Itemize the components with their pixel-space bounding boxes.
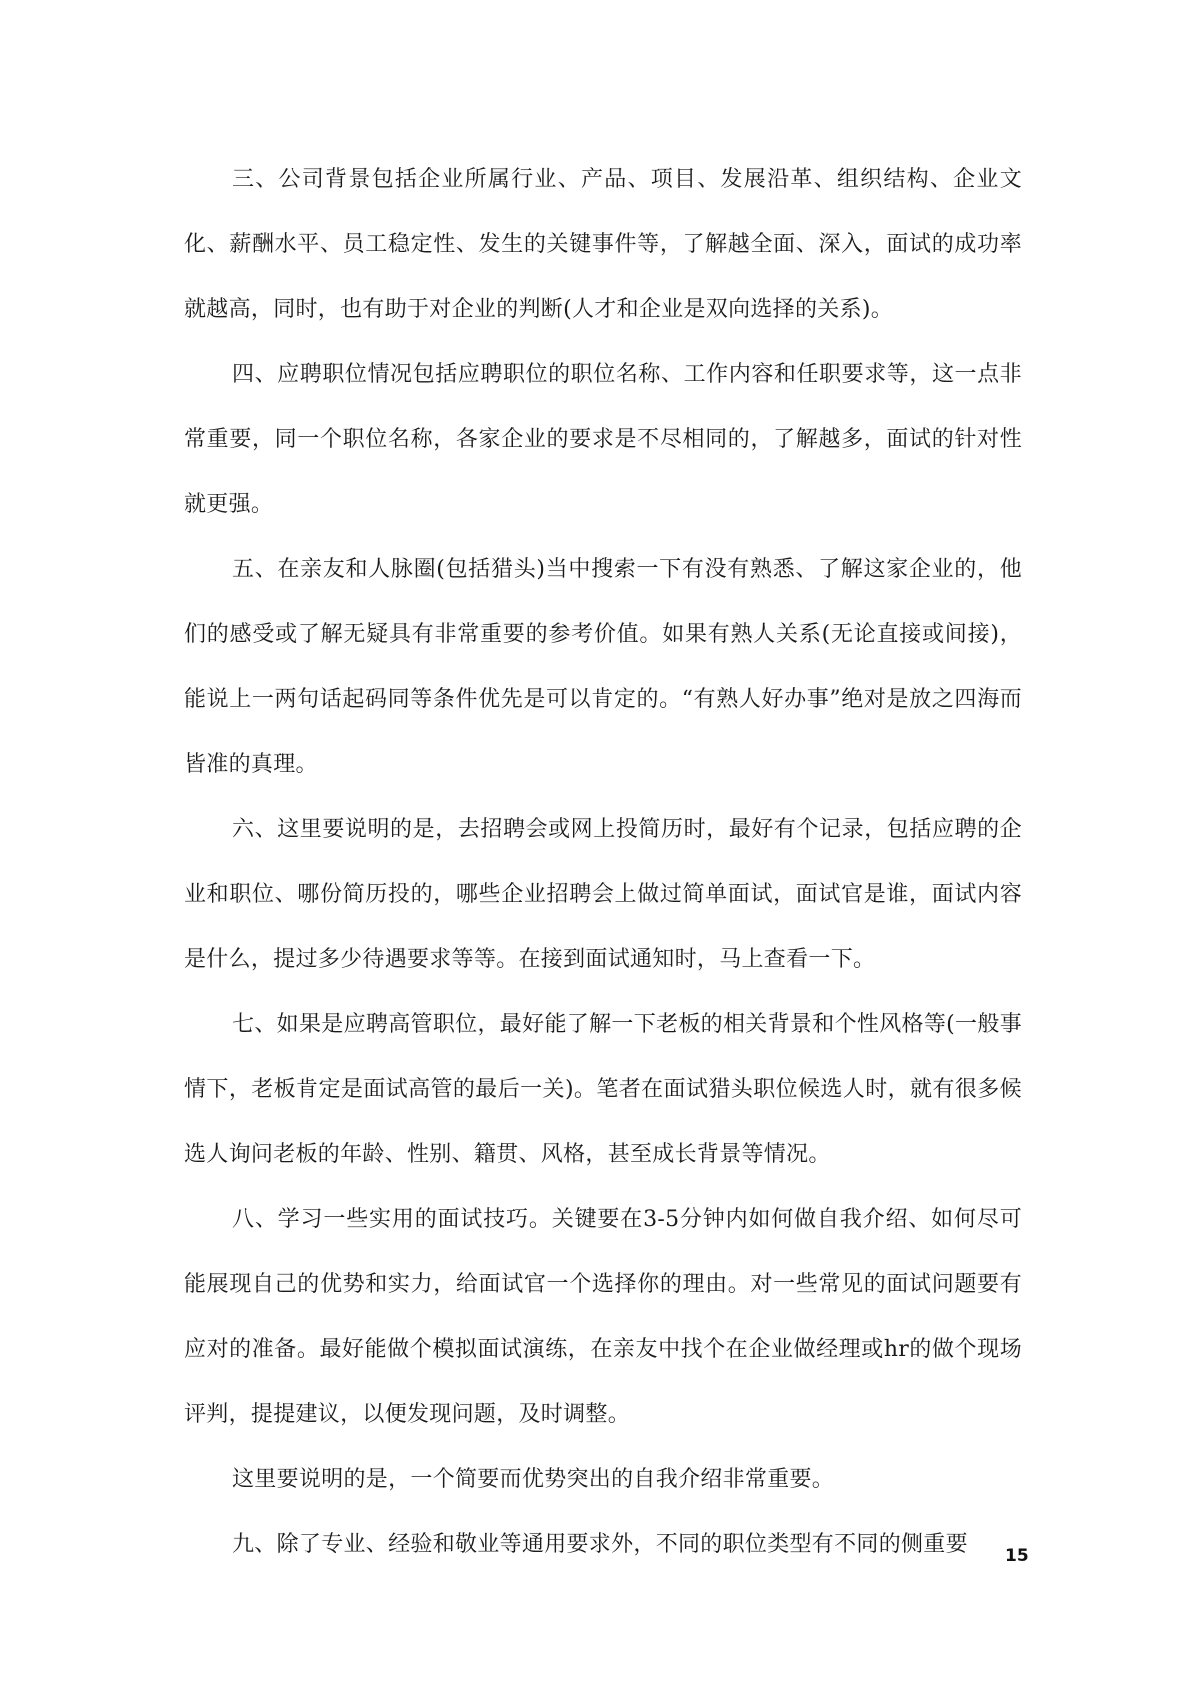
paragraph-9-position-types: 九、除了专业、经验和敬业等通用要求外，不同的职位类型有不同的侧重要 (232, 1532, 968, 1557)
paragraph-6-application-record: 六、这里要说明的是，去招聘会或网上投简历时，最好有个记录，包括应聘的企业和职位、哪份简历投的，哪些企业招聘会上做过简单面试，面试官是谁，面试内容是什么，提过多少待遇要求等等。在接到面试通知时，马上查看一下。 (184, 817, 1022, 972)
paragraph-8-interview-skills: 八、学习一些实用的面试技巧。关键要在3-5分钟内如何做自我介绍、如何尽可能展现自己的优势和实力，给面试官一个选择你的理由。对一些常见的面试问题要有应对的准备。最好能做个模拟面试演练，在亲友中找个在企业做经理或hr的做个现场评判，提提建议，以便发现问题，及时调整。 (184, 1207, 1022, 1427)
paragraph-4-position-info: 四、应聘职位情况包括应聘职位的职位名称、工作内容和任职要求等，这一点非常重要，同一个职位名称，各家企业的要求是不尽相同的，了解越多，面试的针对性就更强。 (184, 362, 1022, 517)
paragraph-5-network-search: 五、在亲友和人脉圈(包括猎头)当中搜索一下有没有熟悉、了解这家企业的，他们的感受或了解无疑具有非常重要的参考价值。如果有熟人关系(无论直接或间接)，能说上一两句话起码同等条件优先是可以肯定的。“有熟人好办事”绝对是放之四海而皆准的真理。 (184, 557, 1022, 777)
paragraph-self-introduction-note: 这里要说明的是，一个简要而优势突出的自我介绍非常重要。 (232, 1467, 835, 1492)
body-text (184, 147, 1022, 1577)
paragraph-3-company-background: 三、公司背景包括企业所属行业、产品、项目、发展沿革、组织结构、企业文化、薪酬水平、员工稳定性、发生的关键事件等，了解越全面、深入，面试的成功率就越高，同时，也有助于对企业的判断(人才和企业是双向选择的关系)。 (184, 167, 1022, 322)
page-number: 15 (1005, 1546, 1029, 1566)
paragraph-7-executive-position: 七、如果是应聘高管职位，最好能了解一下老板的相关背景和个性风格等(一般事情下，老板肯定是面试高管的最后一关)。笔者在面试猎头职位候选人时，就有很多候选人询问老板的年龄、性别、籍贯、风格，甚至成长背景等情况。 (184, 1012, 1022, 1167)
